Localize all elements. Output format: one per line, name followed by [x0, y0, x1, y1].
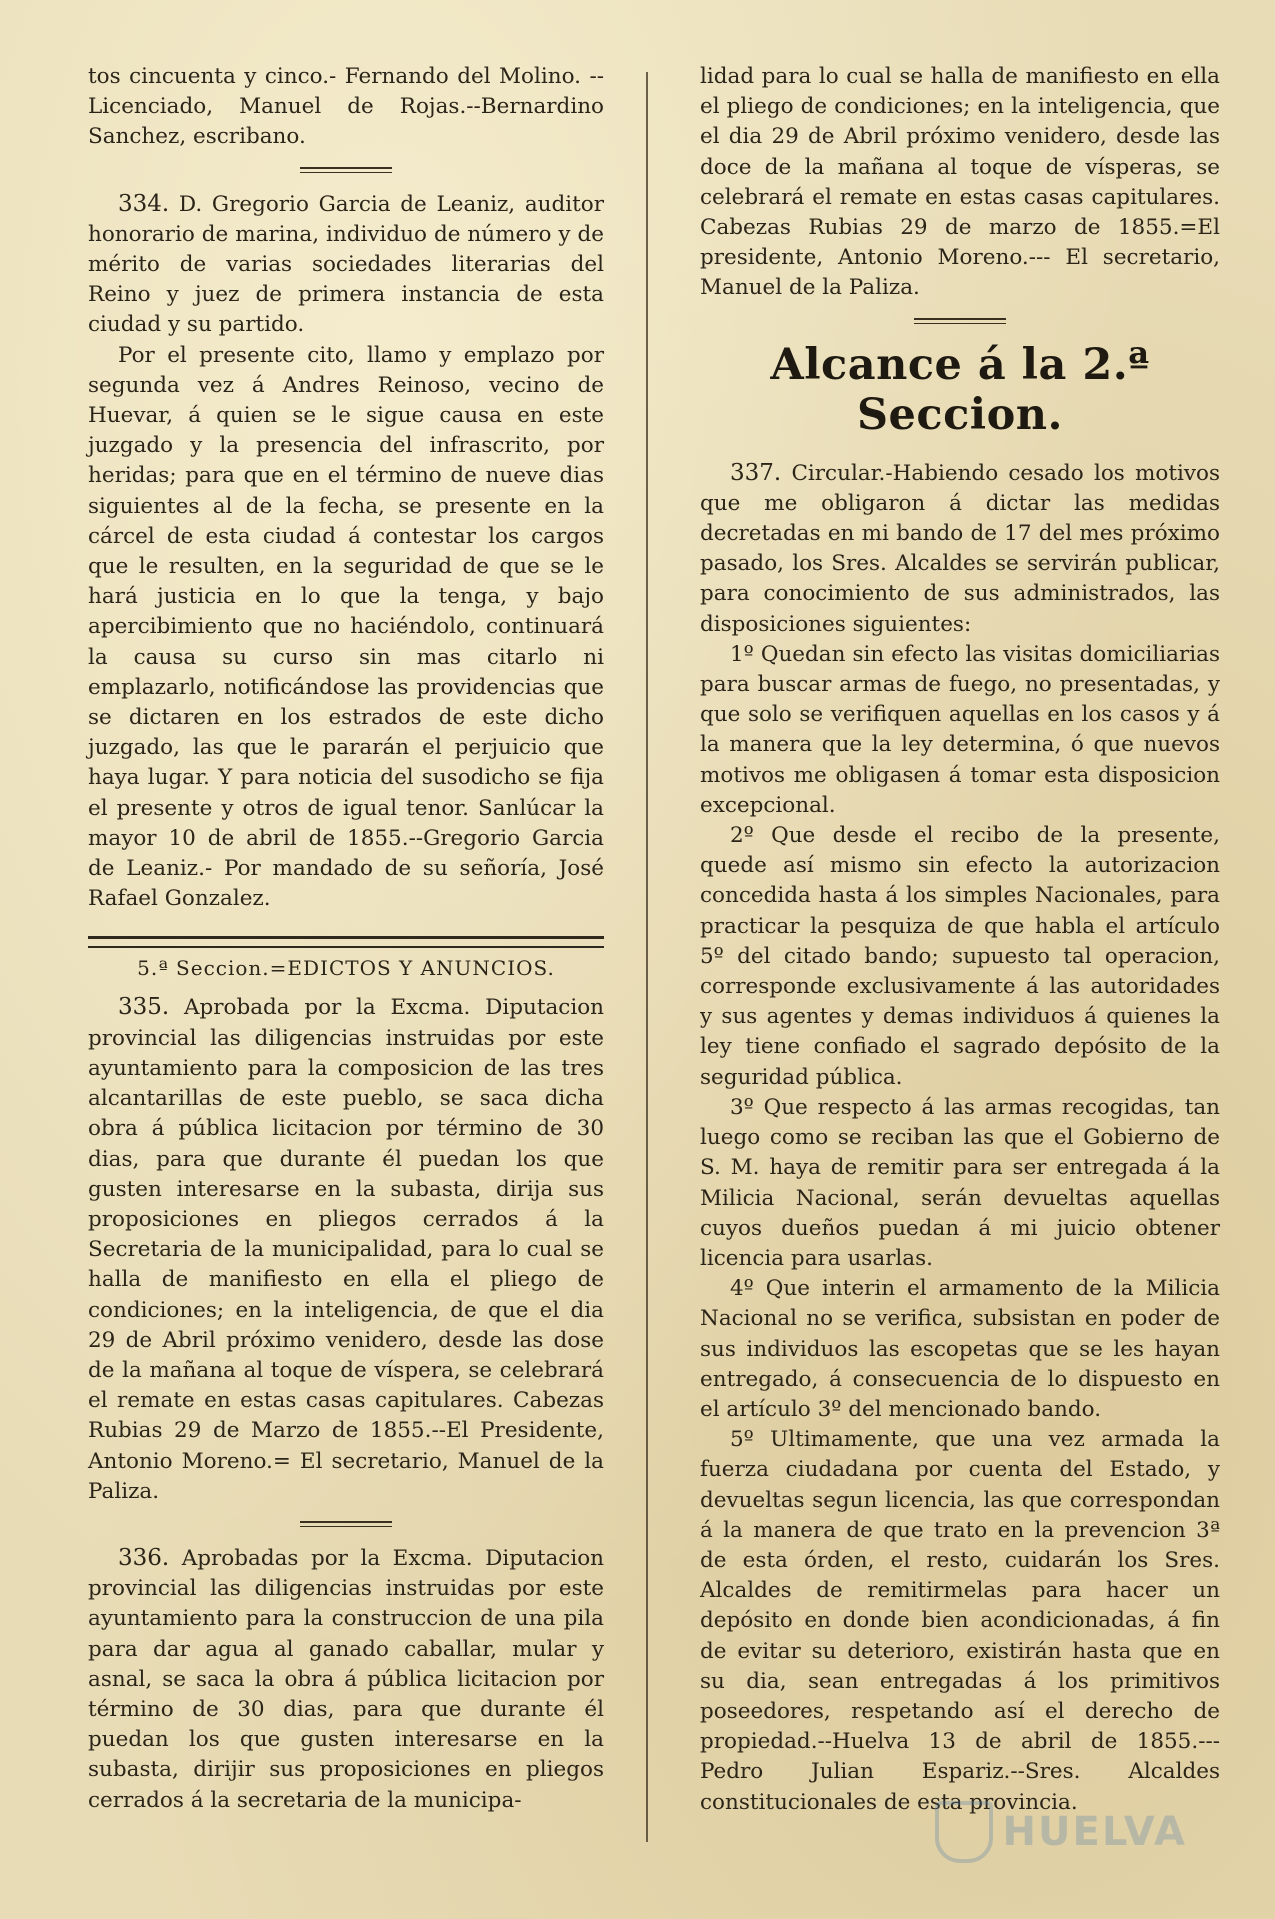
- provincial-shield-icon: [935, 1801, 993, 1863]
- section-5-heading: 5.ª Seccion.=EDICTOS Y ANUNCIOS.: [137, 956, 555, 981]
- edict-number: 336.: [118, 1544, 170, 1571]
- edict-334-heading: [88, 189, 604, 341]
- provision-2: 2º Que desde el recibo de la presente, quede así mismo sin efecto la autorizacion concedida hasta á los simples Nacionales, para practicar la pesquiza de que habla el artículo 5º del citado bando; supuesto tal operacion, corresponde exclusivamente á las autoridades y sus agentes y demas individuos á quienes la ley tiene confiado el sagrado depósito de la seguridad pública.: [700, 823, 1220, 1090]
- edict-336: [88, 1543, 604, 1816]
- archive-watermark: [935, 1801, 1187, 1863]
- edict-335: [88, 992, 604, 1506]
- section-rule: [88, 936, 604, 948]
- provision-3: 3º Que respecto á las armas recogidas, tan luego como se reciban las que el Gobierno de S. M. haya de remitir para ser entregada á la Milicia Nacional, serán devueltas aquellas cuyos dueños puedan á mi juicio obtener licencia para usarlas.: [700, 1094, 1220, 1271]
- edict-text: Aprobada por la Excma. Diputacion provincial las diligencias instruidas por este ayuntamiento para la composicion de las tres alcantarillas de este pueblo, se saca dicha obra á pública licitacion por término de 30 dias, para que durante él puedan los que gusten interesarse en la subasta, dirija sus proposiciones en pliegos cerrados á la Secretaria de la municipalidad, para lo cual se halla de manifiesto en ella el pliego de condiciones; en la inteligencia, de que el dia 29 de Abril próximo venidero, desde las dose de la mañana al toque de víspera, se celebrará el remate en estas casas capitulares. Cabezas Rubias 29 de Marzo de 1855.--El Presidente, Antonio Moreno.= El secretario, Manuel de la Paliza.: [88, 995, 604, 1504]
- edict-text: D. Gregorio Garcia de Leaniz, auditor honorario de marina, individuo de número y de mérito de varias sociedades literarias del Reino y juez de primera instancia de esta ciudad y su partido.: [88, 191, 604, 338]
- watermark-text: HUELVA: [1002, 1809, 1187, 1855]
- circular-337: [700, 458, 1220, 640]
- edict-number: 337.: [730, 459, 782, 486]
- left-column: [88, 62, 604, 1816]
- continuation-paragraph: lidad para lo cual se halla de manifiesto en ella el pliego de condiciones; en la inteligencia, que el dia 29 de Abril próximo venidero, desde las doce de la mañana al toque de vísperas, se celebrará el remate en estas casas capitulares. Cabezas Rubias 29 de marzo de 1855.=El presidente, Antonio Moreno.--- El secretario, Manuel de la Paliza.: [700, 64, 1220, 301]
- edict-text: Aprobadas por la Excma. Diputacion provincial las diligencias instruidas por este ayuntamiento para la construccion de una pila para dar agua al ganado caballar, mular y asnal, se saca la obra á pública licitacion por término de 30 dias, para que durante él puedan los que gusten interesarse en la subasta, dirijir sus proposiciones en pliegos cerrados á la secretaria de la municipa-: [88, 1545, 604, 1813]
- short-separator: [914, 318, 1006, 324]
- provision-4: 4º Que interin el armamento de la Milicia Nacional no se verifica, subsistan en poder de sus individuos las escopetas que se les hayan entregado, á consecuencia de lo dispuesto en el artículo 3º del mencionado bando.: [700, 1276, 1220, 1422]
- supplement-heading: Alcance á la 2.ª Seccion.: [770, 339, 1150, 440]
- edict-text: Circular.-Habiendo cesado los motivos que me obligaron á dictar las medidas decretadas en mi bando de 17 del mes próximo pasado, los Sres. Alcaldes se servirán publicar, para conocimiento de sus administrados, las disposiciones siguientes:: [700, 460, 1220, 637]
- short-separator: [300, 167, 392, 173]
- edict-number: 334.: [118, 190, 170, 217]
- edict-number: 335.: [118, 994, 170, 1021]
- edict-334-body: Por el presente cito, llamo y emplazo por segunda vez á Andres Reinoso, vecino de Huevar, á quien se le sigue causa en este juzgado y la presencia del infrascrito, por heridas; para que en el término de nueve dias siguientes al de la fecha, se presente en la cárcel de esta ciudad á contestar los cargos que le resulten, en la seguridad de que se le hará justicia en lo que la tenga, y bajo apercibimiento que no haciéndolo, continuará la causa su curso sin mas citarlo ni emplazarlo, notificándose las providencias que se dictaren en los estrados de este dicho juzgado, las que le pararán el perjuicio que haya lugar. Y para noticia del susodicho se fija el presente y otros de igual tenor. Sanlúcar la mayor 10 de abril de 1855.--Gregorio Garcia de Leaniz.- Por mandado de su señoría, José Rafael Gonzalez.: [88, 342, 604, 912]
- short-separator: [300, 1521, 392, 1527]
- right-column: [700, 62, 1220, 1818]
- provision-1: 1º Quedan sin efecto las visitas domiciliarias para buscar armas de fuego, no presentadas, y que solo se verifiquen aquellas en los casos y á la manera que la ley determina, ó que nuevos motivos me obligasen á tomar esta disposicion excepcional.: [700, 641, 1220, 818]
- continuation-paragraph: tos cincuenta y cinco.- Fernando del Molino. --Licenciado, Manuel de Rojas.--Bernardino Sanchez, escribano.: [88, 64, 604, 150]
- column-divider: [646, 72, 648, 1842]
- provision-5: 5º Ultimamente, que una vez armada la fuerza ciudadana por cuenta del Estado, y devueltas segun licencia, las que correspondan á la manera de que trato en la prevencion 3ª de esta órden, el resto, cuidarán los Sres. Alcaldes de remitirmelas para hacer un depósito en donde bien acondicionadas, á fin de evitar su deterioro, existirán hasta que en su dia, sean entregadas á los primitivos poseedores, respetando así el derecho de propiedad.--Huelva 13 de abril de 1855.--- Pedro Julian Espariz.--Sres. Alcaldes constitucionales de esta provincia.: [700, 1427, 1220, 1815]
